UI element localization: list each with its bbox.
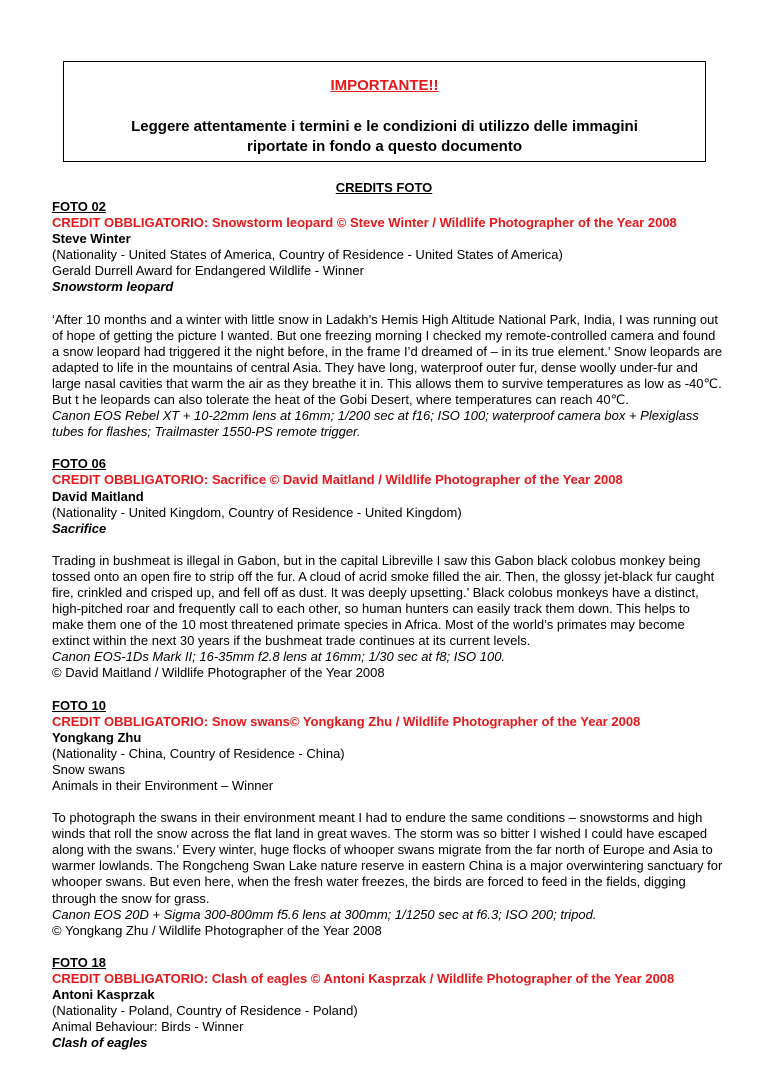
photo-number: FOTO 02 (52, 199, 106, 214)
photo-number: FOTO 18 (52, 954, 106, 970)
credits-heading: CREDITS FOTO (335, 180, 433, 195)
nationality: (Nationality - Poland, Country of Residence - Poland) (52, 1003, 358, 1019)
photo-entry-18 (52, 955, 724, 1052)
technical-details: Canon EOS-1Ds Mark II; 16-35mm f2.8 lens at 16mm; 1/30 sec at f8; ISO 100. (52, 649, 506, 665)
photo-title: Snowstorm leopard (52, 279, 174, 295)
photo-entry-02 (52, 199, 724, 440)
mandatory-credit: CREDIT OBBLIGATORIO: Clash of eagles © Antoni Kasprzak / Wildlife Photographer of the Year 2008 (52, 970, 675, 986)
mandatory-credit: CREDIT OBBLIGATORIO: Snowstorm leopard © Steve Winter / Wildlife Photographer of the Year 2008 (52, 215, 677, 231)
photographer-name: Steve Winter (52, 231, 131, 247)
nationality: (Nationality - United Kingdom, Country of Residence - United Kingdom) (52, 504, 462, 520)
photographer-name: David Maitland (52, 488, 144, 504)
nationality: (Nationality - China, Country of Residence - China) (52, 745, 345, 761)
award: Animal Behaviour: Birds - Winner (52, 1019, 244, 1035)
photo-description: To photograph the swans in their environment meant I had to endure the same conditions – snowstorms and high winds that roll the snow across the flat land in great waves. The storm was so bitter I wished I could have escaped along with the swans.’ Every winter, huge flocks of whooper swans migrate from the far north of Europe and Asia to warmer lowlands. The Rongcheng Swan Lake nature reserve in eastern China is a major overwintering sanctuary for whooper swans. But even here, when the fresh water freezes, the birds are forced to feed in the fields, digging through the snow for grass. (52, 810, 723, 906)
mandatory-credit: CREDIT OBBLIGATORIO: Sacrifice © David Maitland / Wildlife Photographer of the Year 2008 (52, 472, 623, 488)
credits-list (52, 199, 724, 1067)
photo-description: ‘After 10 months and a winter with little snow in Ladakh’s Hemis High Altitude National Park, India, I was running out of hope of getting the picture I wanted. But one freezing morning I checked my remote-controlled camera and found a snow leopard had triggered it the night before, in the frame I’d dreamed of – in its true element.’ Snow leopards are adapted to life in the mountains of central Asia. They have long, waterproof outer fur, dense woolly under-fur and large nasal cavities that warm the air as they breathe it in. This allows them to survive temperatures as low as -40℃. But t he leopards can also tolerate the heat of the Gobi Desert, where temperatures can reach 40℃. (52, 311, 723, 408)
notice-box (63, 61, 706, 162)
nationality: (Nationality - United States of America, Country of Residence - United States of America) (52, 247, 563, 263)
photo-number: FOTO 06 (52, 456, 106, 472)
notice-title: IMPORTANTE!! (330, 77, 439, 94)
notice-body: Leggere attentamente i termini e le condizioni di utilizzo delle immagini riportate in fondo a questo documento (131, 118, 638, 155)
award: Gerald Durrell Award for Endangered Wildlife - Winner (52, 263, 364, 279)
technical-details: Canon EOS 20D + Sigma 300-800mm f5.6 lens at 300mm; 1/1250 sec at f6.3; ISO 200; tripod. (52, 906, 597, 922)
photographer-name: Yongkang Zhu (52, 729, 142, 745)
photographer-name: Antoni Kasprzak (52, 987, 155, 1003)
photo-title: Clash of eagles (52, 1035, 148, 1051)
copyright-line: © David Maitland / Wildlife Photographer of the Year 2008 (52, 665, 385, 681)
award: Animals in their Environment – Winner (52, 778, 274, 793)
photo-title: Snow swans (52, 761, 125, 777)
photo-entry-06 (52, 456, 724, 681)
photo-number: FOTO 10 (52, 697, 106, 713)
mandatory-credit: CREDIT OBBLIGATORIO: Snow swans© Yongkang Zhu / Wildlife Photographer of the Year 2008 (52, 713, 641, 729)
photo-description: Trading in bushmeat is illegal in Gabon, but in the capital Libreville I saw this Gabon black colobus monkey being tossed onto an open fire to strip off the fur. A cloud of acrid smoke filled the air. Then, the glossy jet-black fur caught fire, crinkled and crisped up, and fell off as dust. It was deeply upsetting.’ Black colobus monkeys have a distinct, high-pitched roar and frequently call to each other, so human hunters can easily track them down. This helps to make them one of the 10 most threatened primate species in Africa. Most of the world’s primates may become extinct within the next 30 years if the bushmeat trade continues at its current levels. (52, 552, 715, 649)
technical-details: Canon EOS Rebel XT + 10-22mm lens at 16mm; 1/200 sec at f16; ISO 100; waterproof camera box + Plexiglass tubes for flashes; Trailmaster 1550-PS remote trigger. (52, 408, 699, 440)
photo-entry-10 (52, 698, 724, 939)
photo-title: Sacrifice (52, 520, 107, 536)
copyright-line: © Yongkang Zhu / Wildlife Photographer of the Year 2008 (52, 922, 382, 938)
